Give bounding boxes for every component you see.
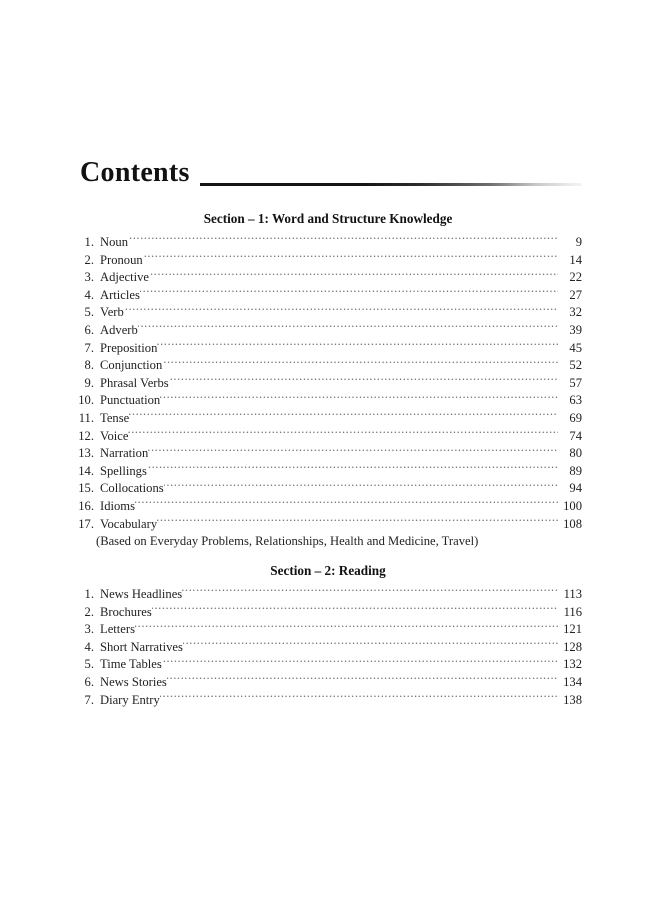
entry-title[interactable]: Pronoun	[100, 252, 143, 267]
entry-title[interactable]: Idioms	[100, 498, 135, 513]
dot-leader	[135, 496, 558, 510]
entry-page-number: 138	[563, 692, 582, 707]
section-2-entry-list	[74, 584, 582, 707]
toc-entry[interactable]	[74, 232, 582, 250]
entry-number: 17.	[78, 516, 94, 531]
dot-leader	[138, 320, 558, 334]
entry-number: 8.	[84, 358, 94, 373]
dot-leader	[183, 637, 558, 651]
entry-number: 2.	[84, 604, 94, 619]
entry-number: 2.	[84, 252, 94, 267]
entry-title[interactable]: Vocabulary	[100, 516, 158, 531]
entry-page-number: 45	[569, 340, 582, 355]
entry-title[interactable]: Articles	[100, 287, 140, 302]
title-underline-rule	[200, 183, 582, 186]
entry-title[interactable]: Conjunction	[100, 358, 163, 373]
entry-number: 10.	[78, 393, 94, 408]
entry-number: 5.	[84, 305, 94, 320]
entry-title[interactable]: Verb	[100, 305, 124, 320]
toc-entry[interactable]	[74, 584, 582, 602]
section-1-entry-list	[74, 232, 582, 531]
toc-entry[interactable]	[74, 426, 582, 444]
entry-page-number: 94	[569, 481, 582, 496]
entry-number: 1.	[84, 235, 94, 249]
dot-leader	[129, 232, 558, 246]
entry-number: 4.	[84, 287, 94, 302]
entry-title[interactable]: Narration	[100, 446, 149, 461]
entry-number: 12.	[78, 428, 94, 443]
entry-title[interactable]: News Headlines	[100, 587, 183, 601]
toc-entry[interactable]	[74, 320, 582, 338]
entry-title[interactable]: Punctuation	[100, 393, 161, 408]
entry-title[interactable]: Time Tables	[100, 657, 162, 672]
dot-leader	[157, 338, 558, 352]
dot-leader	[125, 302, 558, 316]
toc-entry[interactable]	[74, 355, 582, 373]
toc-entry[interactable]	[74, 690, 582, 708]
entry-page-number: 134	[563, 674, 582, 689]
entry-title[interactable]: Brochures	[100, 604, 152, 619]
entry-number: 4.	[84, 639, 94, 654]
dot-leader	[170, 373, 558, 387]
entry-title[interactable]: Spellings	[100, 463, 147, 478]
entry-page-number: 9	[575, 235, 582, 249]
toc-entry[interactable]	[74, 302, 582, 320]
toc-section-2	[74, 562, 582, 707]
entry-page-number: 113	[563, 587, 582, 601]
entry-page-number: 52	[569, 358, 582, 373]
entry-page-number: 108	[563, 516, 582, 531]
toc-entry[interactable]	[74, 602, 582, 620]
entry-number: 3.	[84, 622, 94, 637]
entry-title[interactable]: Collocations	[100, 481, 164, 496]
entry-number: 1.	[84, 587, 94, 601]
entry-page-number: 69	[569, 410, 582, 425]
dot-leader	[150, 267, 558, 281]
section-1-note: (Based on Everyday Problems, Relationships, Health and Medicine, Travel)	[96, 534, 479, 549]
entry-title[interactable]: Tense	[100, 410, 130, 425]
dot-leader	[167, 672, 558, 686]
toc-entry[interactable]	[74, 478, 582, 496]
section-1-heading: Section – 1: Word and Structure Knowledge	[203, 211, 453, 226]
dot-leader	[128, 426, 558, 440]
toc-entry[interactable]	[74, 443, 582, 461]
entry-page-number: 63	[569, 393, 582, 408]
entry-page-number: 22	[569, 270, 582, 285]
dot-leader	[148, 443, 558, 457]
entry-title[interactable]: Letters	[100, 622, 135, 637]
dot-leader	[157, 514, 558, 528]
dot-leader	[152, 602, 558, 616]
entry-number: 16.	[78, 498, 94, 513]
toc-entry[interactable]	[74, 637, 582, 655]
entry-number: 6.	[84, 322, 94, 337]
entry-page-number: 27	[569, 287, 582, 302]
toc-entry[interactable]	[74, 461, 582, 479]
entry-title[interactable]: Noun	[100, 235, 128, 249]
toc-entry[interactable]	[74, 654, 582, 672]
toc-entry[interactable]	[74, 408, 582, 426]
entry-page-number: 57	[569, 375, 582, 390]
entry-title[interactable]: News Stories	[100, 674, 167, 689]
toc-entry[interactable]	[74, 619, 582, 637]
dot-leader	[148, 461, 558, 475]
toc-entry[interactable]	[74, 338, 582, 356]
entry-title[interactable]: Diary Entry	[100, 692, 160, 707]
dot-leader	[140, 285, 558, 299]
entry-number: 15.	[78, 481, 94, 496]
toc-entry[interactable]	[74, 285, 582, 303]
entry-number: 5.	[84, 657, 94, 672]
entry-title[interactable]: Adverb	[100, 322, 138, 337]
entry-title[interactable]: Short Narratives	[100, 639, 183, 654]
dot-leader	[160, 690, 558, 704]
entry-title[interactable]: Adjective	[100, 270, 149, 285]
entry-number: 7.	[84, 692, 94, 707]
entry-number: 3.	[84, 270, 94, 285]
toc-section-1	[74, 210, 582, 551]
page-title: Contents	[80, 157, 190, 188]
toc-entry[interactable]	[74, 390, 582, 408]
dot-leader	[163, 654, 558, 668]
entry-page-number: 74	[569, 428, 582, 443]
dot-leader	[182, 584, 558, 598]
entry-number: 6.	[84, 674, 94, 689]
entry-page-number: 132	[563, 657, 582, 672]
entry-title[interactable]: Preposition	[100, 340, 158, 355]
section-2-heading: Section – 2: Reading	[270, 563, 386, 578]
entry-page-number: 80	[569, 446, 582, 461]
entry-page-number: 14	[569, 252, 582, 267]
dot-leader	[135, 619, 558, 633]
toc-entry[interactable]	[74, 514, 582, 532]
toc-entry[interactable]	[74, 373, 582, 391]
dot-leader	[129, 408, 558, 422]
entry-page-number: 39	[569, 322, 582, 337]
dot-leader	[144, 250, 558, 264]
entry-number: 11.	[78, 410, 94, 425]
entry-page-number: 116	[563, 604, 582, 619]
toc-entry[interactable]	[74, 672, 582, 690]
toc-entry[interactable]	[74, 496, 582, 514]
dot-leader	[164, 478, 558, 492]
entry-number: 13.	[78, 446, 94, 461]
entry-page-number: 121	[563, 622, 582, 637]
entry-number: 14.	[78, 463, 94, 478]
entry-page-number: 128	[563, 639, 582, 654]
dot-leader	[160, 390, 558, 404]
toc-entry[interactable]	[74, 250, 582, 268]
page-header	[80, 158, 582, 192]
dot-leader	[163, 355, 558, 369]
entry-title[interactable]: Phrasal Verbs	[100, 375, 169, 390]
entry-page-number: 100	[563, 498, 582, 513]
toc-entry[interactable]	[74, 267, 582, 285]
entry-page-number: 32	[569, 305, 582, 320]
entry-title[interactable]: Voice	[100, 428, 129, 443]
entry-number: 9.	[84, 375, 94, 390]
entry-page-number: 89	[569, 463, 582, 478]
entry-number: 7.	[84, 340, 94, 355]
